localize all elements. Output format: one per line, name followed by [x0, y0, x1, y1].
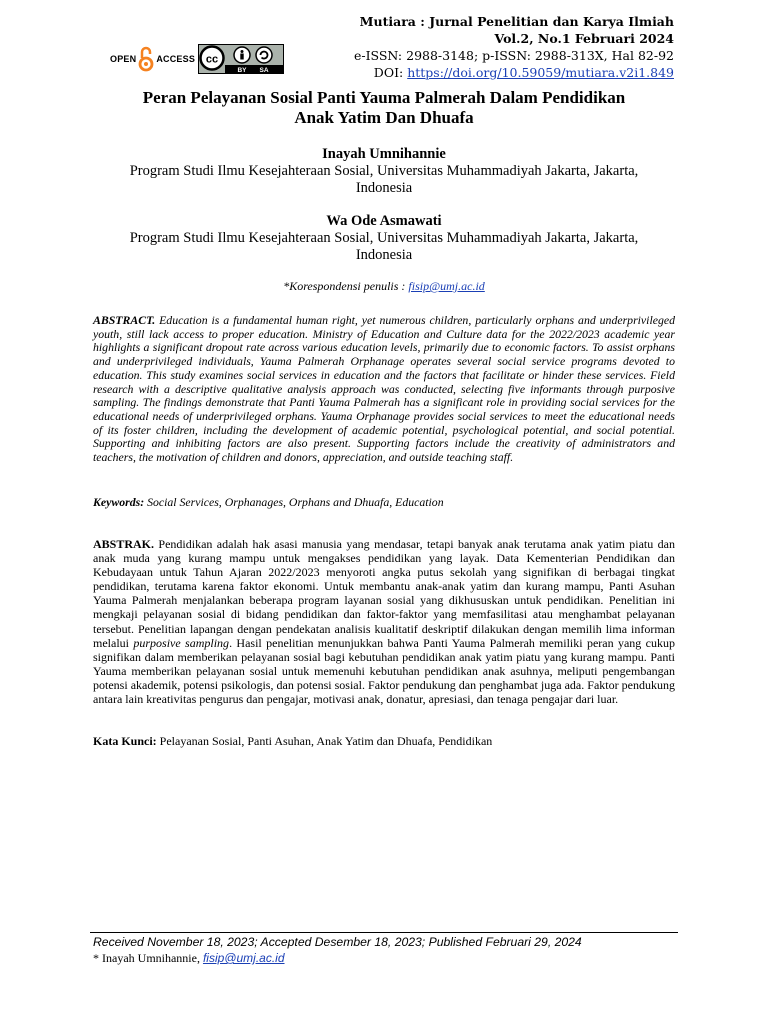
abstract-english-text: Education is a fundamental human right, yet numerous children, particularly orphans and underprivileged youth, still lack access to proper education. Ministry of Education and Culture data for the 2022/2023 academic year highlights a significant dropout rate across various education levels, primarily due to economic factors. To assist orphans and underprivileged individuals, Yauma Palmerah Orphanage operates several social service programs devoted to education. This study examines social services in education and the factors that facilitate or hinder these services. Field research with a descriptive qualitative analysis approach was conducted, selecting five informants through purposive sampling. The findings demonstrate that Panti Yauma Palmerah has a significant role in providing social services for the educational needs of underprivileged orphans. Yauma Orphanage provides social services to meet the educational needs of its foster children, including the development of academic potential, psychological potential, and social potential. Supporting and inhibiting factors are also present. Supporting factors include the creativity of administrators and teachers, the motivation of children and donors, appreciation, and outside teaching staff.	[93, 313, 675, 465]
doi-link[interactable]: https://doi.org/10.59059/mutiara.v2i1.849	[407, 65, 674, 80]
keywords-indonesian	[93, 734, 675, 749]
author-name: Inayah Umnihannie	[322, 146, 446, 162]
doi-label: DOI:	[373, 65, 408, 80]
keywords-english-label: Keywords:	[93, 495, 145, 509]
author-note	[93, 950, 582, 966]
author-name: Wa Ode Asmawati	[326, 213, 442, 229]
keywords-english-text: Social Services, Orphanages, Orphans and Dhuafa, Education	[144, 495, 444, 509]
cc-by-sa-license-icon	[198, 44, 284, 74]
keywords-indonesian-label: Kata Kunci:	[93, 734, 157, 748]
footer	[93, 934, 582, 966]
article-title	[90, 88, 678, 128]
keywords-indonesian-text: Pelayanan Sosial, Panti Asuhan, Anak Yatim dan Dhuafa, Pendidikan	[156, 734, 493, 748]
article-title-line2: Anak Yatim Dan Dhuafa	[294, 108, 474, 127]
author-affiliation-country: Indonesia	[355, 180, 413, 196]
open-lock-icon	[138, 46, 154, 72]
abstract-english-label: ABSTRACT.	[93, 313, 156, 327]
abstract-indonesian	[93, 537, 675, 706]
author-affiliation-country: Indonesia	[355, 247, 413, 263]
article-title-line1: Peran Pelayanan Sosial Panti Yauma Palmerah Dalam Pendidikan	[142, 88, 626, 107]
author-affiliation: Program Studi Ilmu Kesejahteraan Sosial, Universitas Muhammadiyah Jakarta, Jakarta,	[129, 230, 639, 246]
author-note-text: * Inayah Umnihannie,	[93, 951, 203, 965]
author-affiliation: Program Studi Ilmu Kesejahteraan Sosial, Universitas Muhammadiyah Jakarta, Jakarta,	[129, 163, 639, 179]
correspondence	[90, 279, 678, 294]
open-access-left-text: OPEN	[110, 54, 137, 64]
journal-issn: e-ISSN: 2988-3148; p-ISSN: 2988-313X, Hal 82-92	[353, 48, 674, 63]
abstract-indonesian-text-1: Pendidikan adalah hak asasi manusia yang mendasar, tetapi banyak anak terutama anak yatim piatu dan anak muda yang kurang mampu untuk mengakses pendidikan yang layak. Data Kementerian Pendidikan dan Kebudayaan untuk Tahun Ajaran 2022/2023 menyoroti angka putus sekolah yang signifikan di berbagai tingkat pendidikan, terutama karena faktor ekonomi. Untuk membantu anak-anak yatim dan kurang mampu, Panti Asuhan Yauma Palmerah menjalankan beberapa program layanan sosial yang dikhususkan untuk pendidikan. Penelitian ini mengkaji pelayanan sosial di bidang pendidikan dan faktor-faktor yang memfasilitasi atau menghambat pelayanan tersebut. Penelitian lapangan dengan pendekatan analisis kualitatif deskriptif dilakukan dengan memilih lima informan melalui	[93, 537, 675, 650]
open-access-right-text: ACCESS	[156, 54, 196, 64]
author-block	[90, 213, 678, 264]
svg-text:cc: cc	[205, 53, 219, 66]
author-email-link[interactable]: fisip@umj.ac.id	[202, 951, 285, 965]
journal-volume: Vol.2, No.1 Februari 2024	[494, 31, 674, 46]
correspondence-email-link[interactable]: fisip@umj.ac.id	[408, 279, 485, 293]
abstract-indonesian-italic: purposive sampling	[133, 635, 230, 650]
author-block	[90, 146, 678, 197]
publication-dates: Received November 18, 2023; Accepted Desember 18, 2023; Published Februari 29, 2024	[93, 935, 582, 949]
open-access-logo	[110, 45, 195, 73]
keywords-english	[93, 495, 675, 510]
cc-sa-label: SA	[259, 67, 269, 74]
journal-doi	[354, 64, 674, 81]
correspondence-label: *Korespondensi penulis :	[283, 279, 409, 293]
journal-header	[354, 13, 674, 81]
cc-by-label: BY	[237, 67, 247, 74]
footer-divider	[90, 932, 678, 933]
abstract-english	[93, 314, 675, 465]
journal-title: Mutiara : Jurnal Penelitian dan Karya Ilmiah	[359, 14, 674, 29]
abstract-indonesian-label: ABSTRAK.	[93, 537, 155, 551]
abstract-indonesian-text-2: . Hasil penelitian menunjukkan bahwa Panti Yauma Palmerah memiliki peran yang cukup signifikan dalam memberikan pelayanan sosial bagi kebutuhan pendidikan anak yatim piatu yang kurang mampu. Panti Yauma memberikan pelayanan sosial untuk memenuhi kebutuhan pendidikan anak asuhnya, meliputi pengembangan potensi akademik, potensi psikologis, dan potensi sosial. Faktor pendukung dan penghambat juga ada. Faktor pendukung antara lain kreativitas pengurus dan pengajar, motivasi anak, donatur, apresiasi, dan tenaga pengajar dari luar.	[93, 635, 675, 707]
